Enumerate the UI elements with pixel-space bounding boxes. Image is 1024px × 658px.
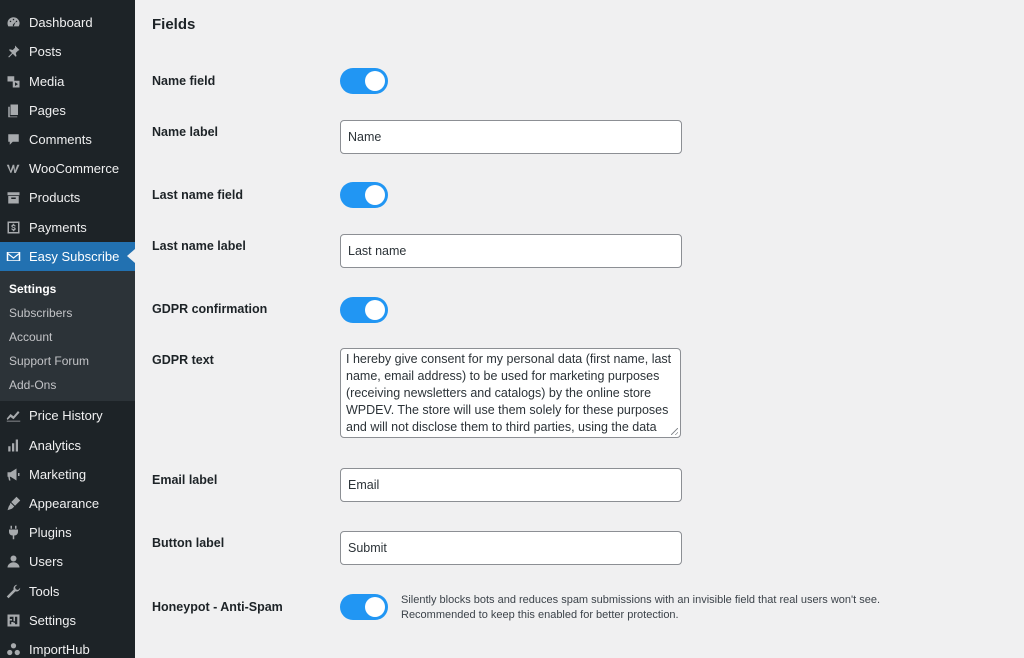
name-label-input[interactable] [340,120,682,154]
woocommerce-icon [6,161,21,176]
gdpr-text-label: GDPR text [152,353,214,367]
toggle-knob [365,185,385,205]
menu-item-products[interactable] [0,183,135,212]
email-icon [6,249,21,264]
menu-label: Settings [29,613,76,628]
gdpr-text-content: I hereby give consent for my personal data (first name, last name, email address) to be used for marketing purposes (receiving newsletters and catalogs) by the online store WPDEV. The store will use them solely for these purposes and will not disclose them to third parties, using the data [346,352,672,434]
honeypot-label: Honeypot - Anti-Spam [152,600,283,614]
menu-item-payments[interactable] [0,213,135,242]
menu-label: Tools [29,584,60,599]
menu-item-posts[interactable] [0,37,135,66]
submenu-account[interactable]: Account [9,330,53,344]
last-name-field-label: Last name field [152,188,243,202]
honeypot-description-line2: Recommended to keep this enabled for better protection. [401,609,679,621]
wrench-icon [6,584,21,599]
menu-label: Plugins [29,525,72,540]
gdpr-confirmation-label: GDPR confirmation [152,302,268,316]
submenu-add-ons[interactable]: Add-Ons [9,378,57,392]
menu-item-settings[interactable] [0,606,135,635]
toggle-knob [365,597,385,617]
menu-item-comments[interactable] [0,125,135,154]
menu-label: Appearance [29,496,100,511]
name-field-label: Name field [152,74,216,88]
settings-icon [6,613,21,628]
honeypot-description [401,593,961,623]
menu-item-plugins[interactable] [0,518,135,547]
bar-chart-icon [6,438,21,453]
last-name-field-toggle[interactable] [340,182,388,208]
gdpr-text-textarea[interactable] [340,348,681,438]
paintbrush-icon [6,496,21,511]
menu-item-woocommerce[interactable] [0,154,135,183]
main-content [135,0,1024,658]
resize-handle-icon[interactable] [671,428,678,435]
name-label-label: Name label [152,125,219,139]
menu-item-media[interactable] [0,67,135,96]
menu-item-pages[interactable] [0,96,135,125]
menu-label: Easy Subscribe [29,249,120,264]
button-label-input[interactable] [340,531,682,565]
menu-label: Posts [29,44,62,59]
menu-label: Price History [29,408,103,423]
plug-icon [6,525,21,540]
menu-label: Media [29,74,65,89]
menu-item-dashboard[interactable] [0,8,135,37]
menu-item-price-history[interactable] [0,401,135,430]
dashboard-icon [6,15,21,30]
menu-label: Dashboard [29,15,93,30]
page-title: Fields [152,16,196,33]
easy-subscribe-submenu [0,271,135,401]
user-icon [6,554,21,569]
last-name-label-input[interactable] [340,234,682,268]
menu-label: Users [29,554,63,569]
megaphone-icon [6,467,21,482]
menu-item-importhub[interactable] [0,635,135,658]
menu-item-easy-subscribe[interactable] [0,242,135,271]
gdpr-confirmation-toggle[interactable] [340,297,388,323]
submenu-settings[interactable]: Settings [9,282,57,296]
pin-icon [6,44,21,59]
email-label-input[interactable] [340,468,682,502]
admin-sidebar [0,0,135,658]
menu-item-analytics[interactable] [0,431,135,460]
menu-label: Pages [29,103,66,118]
menu-label: Analytics [29,438,82,453]
dollar-icon [6,220,21,235]
media-icon [6,74,21,89]
button-label-label: Button label [152,536,225,550]
menu-item-appearance[interactable] [0,489,135,518]
toggle-knob [365,300,385,320]
honeypot-description-line1: Silently blocks bots and reduces spam submissions with an invisible field that real users won't see. [401,594,880,606]
toggle-knob [365,71,385,91]
menu-label: Comments [29,132,92,147]
menu-label: Payments [29,220,87,235]
archive-icon [6,190,21,205]
submenu-support-forum[interactable]: Support Forum [9,354,90,368]
menu-label: ImportHub [29,642,90,657]
submenu-subscribers[interactable]: Subscribers [9,306,73,320]
menu-item-marketing[interactable] [0,460,135,489]
menu-item-users[interactable] [0,547,135,576]
pages-icon [6,103,21,118]
menu-label: Marketing [29,467,87,482]
chart-line-icon [6,408,21,423]
comment-icon [6,132,21,147]
hub-icon [6,642,21,657]
name-field-toggle[interactable] [340,68,388,94]
menu-label: WooCommerce [29,161,120,176]
menu-label: Products [29,190,81,205]
menu-item-tools[interactable] [0,577,135,606]
honeypot-toggle[interactable] [340,594,388,620]
last-name-label-label: Last name label [152,239,246,253]
email-label-label: Email label [152,473,218,487]
